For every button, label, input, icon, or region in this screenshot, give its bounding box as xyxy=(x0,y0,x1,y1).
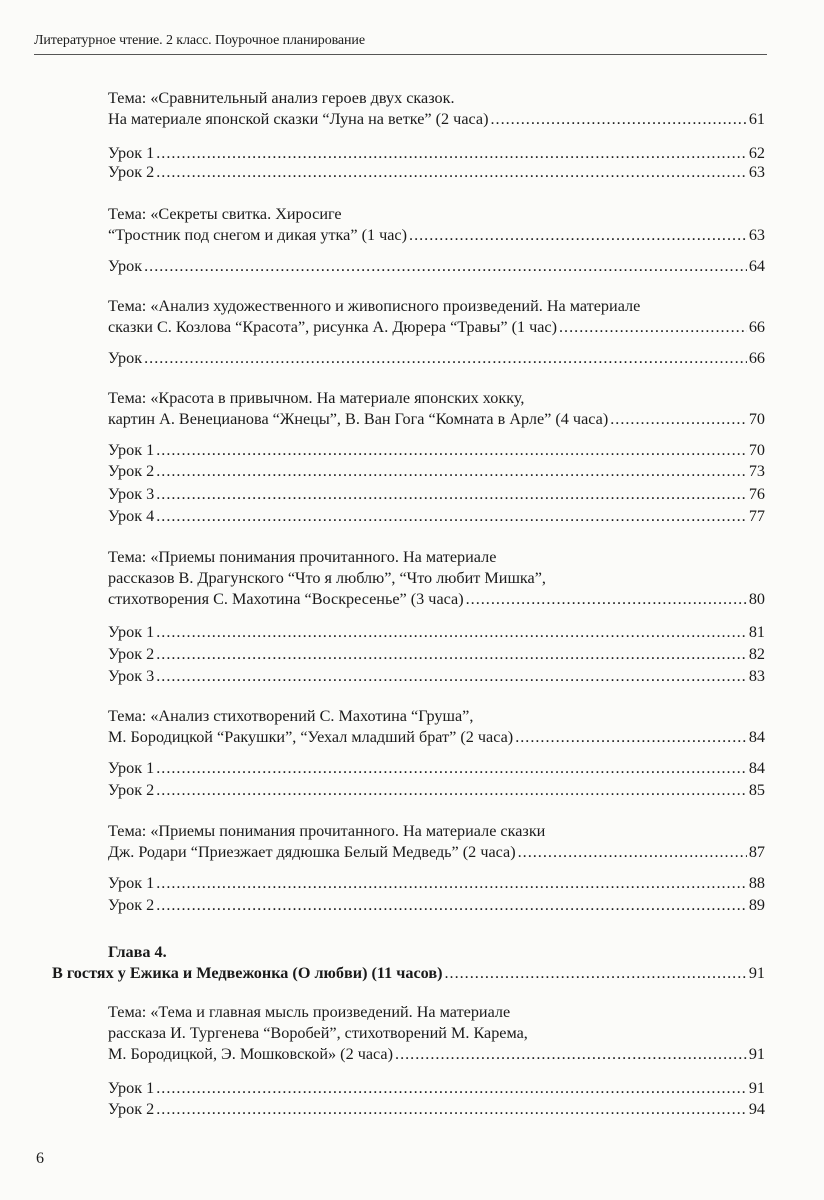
topic-line: рассказа И. Тургенева “Воробей”, стихотворений М. Карема, xyxy=(108,1024,528,1042)
lesson-label: Урок 1 xyxy=(108,441,155,459)
toc-topic[interactable] xyxy=(108,388,765,430)
lesson-label: Урок 2 xyxy=(108,645,155,663)
lesson-label: Урок 3 xyxy=(108,667,155,685)
leader-dots xyxy=(156,758,747,779)
page-ref: 62 xyxy=(748,144,765,162)
toc-topic[interactable] xyxy=(108,1002,765,1065)
topic-line: Тема: «Анализ художественного и живописного произведений. На материале xyxy=(108,297,641,315)
page-number: 6 xyxy=(36,1150,44,1167)
lesson-label: Урок 1 xyxy=(108,623,155,641)
leader-dots xyxy=(156,780,747,801)
page-ref: 89 xyxy=(748,896,765,914)
toc-lesson[interactable] xyxy=(108,666,765,687)
page-ref: 91 xyxy=(748,1079,765,1097)
topic-line: Дж. Родари “Приезжает дядюшка Белый Медведь” (2 часа) xyxy=(108,843,516,861)
lesson-label: Урок 2 xyxy=(108,896,155,914)
leader-dots xyxy=(559,317,747,338)
topic-line: Тема: «Сравнительный анализ героев двух сказок. xyxy=(108,89,455,107)
leader-dots xyxy=(156,873,747,894)
leader-dots xyxy=(156,895,747,916)
topic-line: картин А. Венецианова “Жнецы”, В. Ван Гога “Комната в Арле” (4 часа) xyxy=(108,410,609,428)
topic-line: Тема: «Анализ стихотворений С. Махотина “Груша”, xyxy=(108,707,474,725)
toc-lesson[interactable] xyxy=(108,143,765,164)
lesson-label: Урок 3 xyxy=(108,485,155,503)
leader-dots xyxy=(156,506,747,527)
toc-lesson[interactable] xyxy=(108,1078,765,1099)
page-ref: 64 xyxy=(748,257,765,275)
page-ref: 84 xyxy=(748,759,765,777)
page-ref: 66 xyxy=(748,318,765,336)
page-ref: 76 xyxy=(748,485,765,503)
topic-line: М. Бородицкой, Э. Мошковской» (2 часа) xyxy=(108,1045,394,1063)
page-ref: 91 xyxy=(748,1045,765,1063)
toc-lesson[interactable] xyxy=(108,1099,765,1120)
page-ref: 81 xyxy=(748,623,765,641)
leader-dots xyxy=(409,225,747,246)
lesson-label: Урок 1 xyxy=(108,759,155,777)
toc-topic[interactable] xyxy=(108,88,765,130)
toc-lesson[interactable] xyxy=(108,484,765,505)
lesson-label: Урок 2 xyxy=(108,781,155,799)
chapter-title: В гостях у Ежика и Медвежонка (О любви) (11 часов) xyxy=(52,964,443,982)
lesson-label: Урок 1 xyxy=(108,874,155,892)
running-header xyxy=(34,32,767,55)
leader-dots xyxy=(444,963,746,984)
leader-dots xyxy=(156,1078,747,1099)
topic-line: стихотворения С. Махотина “Воскресенье” (3 часа) xyxy=(108,590,464,608)
toc-chapter[interactable] xyxy=(52,942,765,984)
toc-topic[interactable] xyxy=(108,204,765,246)
toc-lesson[interactable] xyxy=(108,162,765,183)
leader-dots xyxy=(156,622,747,643)
toc-topic[interactable] xyxy=(108,706,765,748)
lesson-label: Урок xyxy=(108,257,143,275)
toc-lesson[interactable] xyxy=(108,873,765,894)
leader-dots xyxy=(156,143,747,164)
leader-dots xyxy=(144,348,747,369)
toc-lesson[interactable] xyxy=(108,644,765,665)
topic-line: Тема: «Приемы понимания прочитанного. На материале xyxy=(108,548,497,566)
leader-dots xyxy=(156,644,747,665)
header-title: Литературное чтение. 2 класс. Поурочное планирование xyxy=(34,33,365,48)
page-ref: 77 xyxy=(748,507,765,525)
lesson-label: Урок 2 xyxy=(108,1100,155,1118)
topic-line: Тема: «Приемы понимания прочитанного. На материале сказки xyxy=(108,822,546,840)
toc-topic[interactable] xyxy=(108,296,765,338)
leader-dots xyxy=(144,256,747,277)
page-ref: 70 xyxy=(748,441,765,459)
lesson-label: Урок 1 xyxy=(108,1079,155,1097)
toc-lesson[interactable] xyxy=(108,461,765,482)
leader-dots xyxy=(156,440,747,461)
page-ref: 63 xyxy=(748,226,765,244)
leader-dots xyxy=(515,727,747,748)
leader-dots xyxy=(490,109,746,130)
leader-dots xyxy=(518,842,747,863)
topic-line: Тема: «Красота в привычном. На материале японских хокку, xyxy=(108,389,525,407)
leader-dots xyxy=(156,484,747,505)
page-ref: 87 xyxy=(748,843,765,861)
page-ref: 70 xyxy=(748,410,765,428)
topic-line: На материале японской сказки “Луна на ветке” (2 часа) xyxy=(108,110,489,128)
topic-line: Тема: «Тема и главная мысль произведений. На материале xyxy=(108,1003,511,1021)
lesson-label: Урок 4 xyxy=(108,507,155,525)
topic-line: рассказов В. Драгунского “Что я люблю”, “Что любит Мишка”, xyxy=(108,569,546,587)
toc-lesson[interactable] xyxy=(108,895,765,916)
page-ref: 85 xyxy=(748,781,765,799)
page-ref: 80 xyxy=(748,590,765,608)
toc-lesson[interactable] xyxy=(108,780,765,801)
page-ref: 83 xyxy=(748,667,765,685)
leader-dots xyxy=(156,666,747,687)
lesson-label: Урок xyxy=(108,349,143,367)
page-ref: 63 xyxy=(748,163,765,181)
page-ref: 94 xyxy=(748,1100,765,1118)
page-ref: 91 xyxy=(748,964,765,982)
page-ref: 73 xyxy=(748,462,765,480)
chapter-label: Глава 4. xyxy=(108,943,167,961)
topic-line: М. Бородицкой “Ракушки”, “Уехал младший брат” (2 часа) xyxy=(108,728,514,746)
topic-line: “Тростник под снегом и дикая утка” (1 час) xyxy=(108,226,408,244)
lesson-label: Урок 2 xyxy=(108,163,155,181)
page-ref: 66 xyxy=(748,349,765,367)
toc-lesson[interactable] xyxy=(108,440,765,461)
page-ref: 61 xyxy=(748,110,765,128)
leader-dots xyxy=(156,1099,747,1120)
leader-dots xyxy=(610,409,747,430)
page-ref: 88 xyxy=(748,874,765,892)
leader-dots xyxy=(156,461,747,482)
toc-lesson[interactable] xyxy=(108,758,765,779)
leader-dots xyxy=(466,589,747,610)
toc-lesson[interactable] xyxy=(108,506,765,527)
toc-topic[interactable] xyxy=(108,547,765,610)
toc-lesson[interactable] xyxy=(108,256,765,277)
lesson-label: Урок 1 xyxy=(108,144,155,162)
toc-topic[interactable] xyxy=(108,821,765,863)
topic-line: Тема: «Секреты свитка. Хиросиге xyxy=(108,205,342,223)
leader-dots xyxy=(395,1044,747,1065)
topic-line: сказки С. Козлова “Красота”, рисунка А. Дюрера “Травы” (1 час) xyxy=(108,318,557,336)
lesson-label: Урок 2 xyxy=(108,462,155,480)
toc-lesson[interactable] xyxy=(108,348,765,369)
page-ref: 84 xyxy=(748,728,765,746)
toc-lesson[interactable] xyxy=(108,622,765,643)
leader-dots xyxy=(156,162,747,183)
page-ref: 82 xyxy=(748,645,765,663)
